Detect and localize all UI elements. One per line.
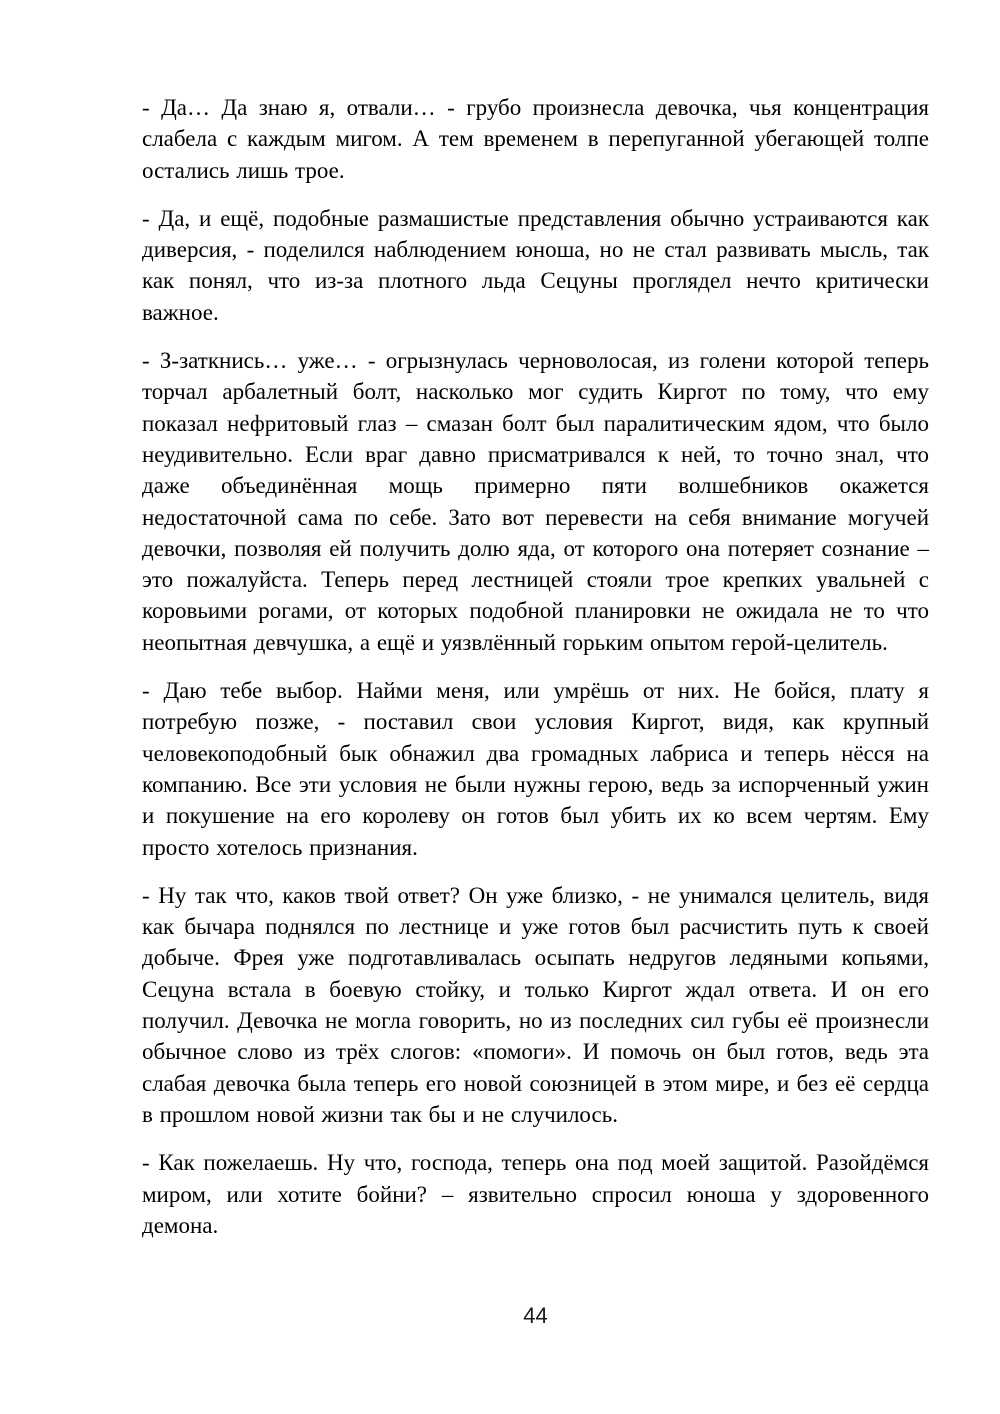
- paragraph-4: - Даю тебе выбор. Найми меня, или умрёшь от них. Не бойся, плату я потребую позже, - поставил свои условия Киргот, видя, как крупный человекоподобный бык обнажил два громадных лабриса и теперь нёсся на компанию. Все эти условия не были нужны герою, ведь за испорченный ужин и покушение на его королеву он готов был убить их ко всем чертям. Ему просто хотелось признания.: [142, 678, 929, 860]
- paragraph-2: - Да, и ещё, подобные размашистые представления обычно устраиваются как диверсия, - поделился наблюдением юноша, но не стал развивать мысль, так как понял, что из-за плотного льда Сецуны проглядел нечто критически важное.: [142, 205, 929, 325]
- paragraph-3: - З-заткнись… уже… - огрызнулась черноволосая, из голени которой теперь торчал арбалетный болт, насколько мог судить Киргот по тому, что ему показал нефритовый глаз – смазан болт был паралитическим ядом, что было неудивительно. Если враг давно присматривался к ней, то точно знал, что даже объединённая мощь примерно пяти волшебников окажется недостаточной сама по себе. Зато вот перевести на себя внимание могучей девочки, позволяя ей получить долю яда, от которого она потеряет сознание – это пожалуйста. Теперь перед лестницей стояли трое крепких увальней с коровьими рогами, от которых подобной планировки не ожидала не то что неопытная девчушка, а ещё и уязвлённый горьким опытом герой-целитель.: [142, 348, 929, 655]
- paragraph-5: - Ну так что, каков твой ответ? Он уже близко, - не унимался целитель, видя как бычара поднялся по лестнице и уже готов был расчистить путь к своей добыче. Фрея уже подготавливалась осыпать недругов ледяными копьями, Сецуна встала в боевую стойку, и только Киргот ждал ответа. И он его получил. Девочка не могла говорить, но из последних сил губы её произнесли обычное слово из трёх слогов: «помоги». И помочь он был готов, ведь эта слабая девочка была теперь его новой союзницей в этом мире, и без её сердца в прошлом новой жизни так бы и не случилось.: [142, 882, 929, 1127]
- paragraph-6: - Как пожелаешь. Ну что, господа, теперь она под моей защитой. Разойдёмся миром, или хотите бойни? – язвительно спросил юноша у здоровенного демона.: [142, 1150, 929, 1238]
- page-footer: [142, 1303, 929, 1329]
- text-block: [142, 92, 929, 1241]
- paragraph-1: - Да… Да знаю я, отвали… - грубо произнесла девочка, чья концентрация слабела с каждым мигом. А тем временем в перепуганной убегающей толпе остались лишь трое.: [142, 95, 929, 183]
- page-number: 44: [523, 1303, 548, 1328]
